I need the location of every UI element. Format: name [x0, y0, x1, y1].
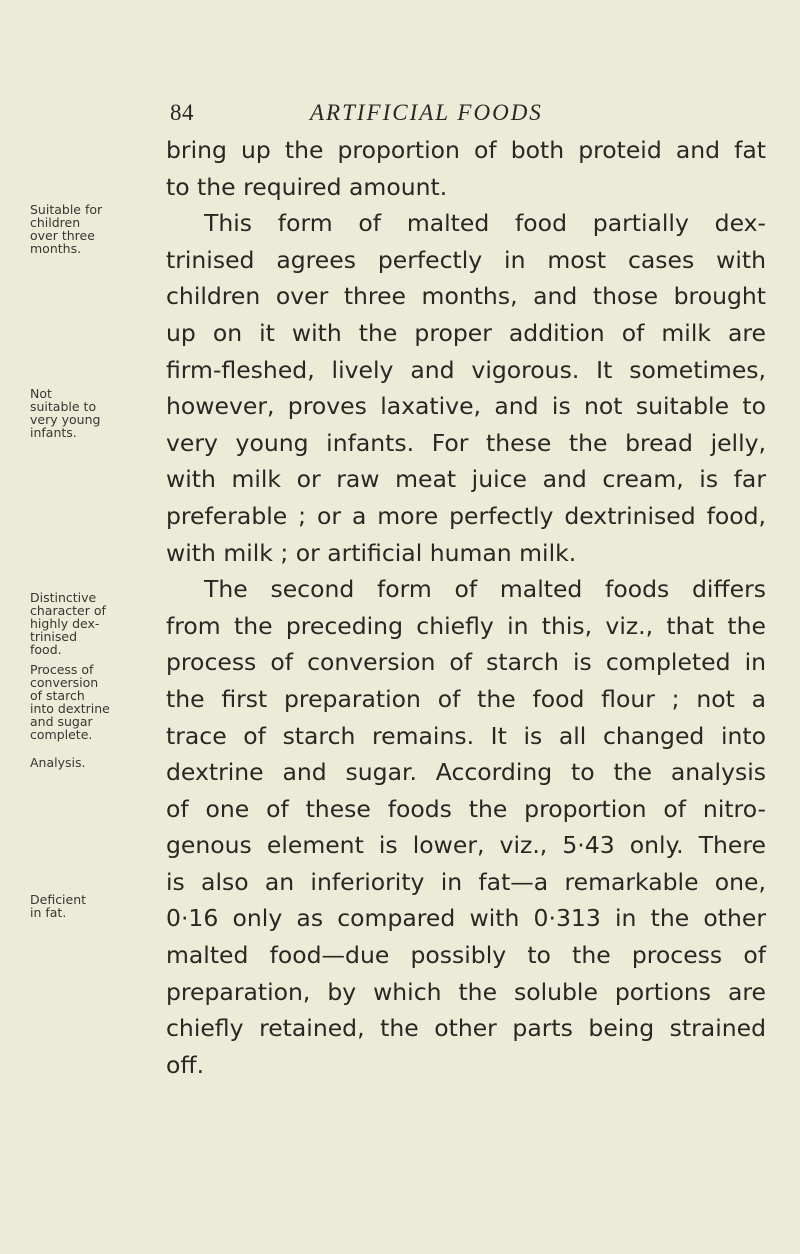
text-line: trinised agrees perfectly in most cases with [166, 245, 766, 274]
text-line: however, proves laxative, and is not suitable to [166, 392, 766, 421]
text-line: bring up the proportion of both proteid and fat [166, 136, 766, 164]
text-line: children over three months, and those brought [166, 282, 766, 311]
text-line: with milk or raw meat juice and cream, is far [166, 465, 766, 494]
margin-note-line: over three [30, 228, 95, 243]
text-line: to the required amount. [166, 172, 448, 201]
margin-note-line: children [30, 215, 81, 230]
text-line: 0·16 only as compared with 0·313 in the other [166, 904, 766, 933]
margin-note-process [30, 663, 160, 741]
margin-note-not-suitable [30, 387, 160, 439]
text-line: preparation, by which the soluble portions are [166, 977, 766, 1006]
text-line: of one of these foods the proportion of nitro- [166, 794, 766, 823]
margin-note-line: months. [30, 241, 82, 256]
text-line: with milk ; or artificial human milk. [166, 538, 577, 567]
margin-note-line: Analysis. [30, 755, 86, 770]
margin-note-deficient [30, 893, 160, 919]
text-line: This form of malted food partially dex- [204, 209, 766, 238]
margin-note-line: character of [30, 603, 106, 618]
text-line: chiefly retained, the other parts being strained [166, 1014, 766, 1043]
text-line: preferable ; or a more perfectly dextrinised food, [166, 501, 766, 530]
text-line: the first preparation of the food flour ; not a [166, 684, 766, 713]
page-number: 84 [170, 100, 194, 125]
text-line: The second form of malted foods differs [204, 575, 766, 604]
text-line: dextrine and sugar. According to the analysis [166, 758, 766, 787]
body-text [166, 132, 766, 1083]
margin-note-line: food. [30, 642, 62, 657]
text-line: trace of starch remains. It is all changed into [166, 721, 766, 750]
text-line: from the preceding chiefly in this, viz., that the [166, 611, 766, 640]
margin-note-line: into dextrine [30, 701, 110, 716]
margin-note-line: infants. [30, 425, 77, 440]
text-line: is also an inferiority in fat—a remarkable one, [166, 867, 766, 896]
margin-note-line: highly dex- [30, 616, 100, 631]
text-line: process of conversion of starch is completed in [166, 648, 766, 677]
text-line: off. [166, 1050, 205, 1079]
text-line: firm-fleshed, lively and vigorous. It sometimes, [166, 355, 766, 384]
margin-note-line: Not [30, 386, 52, 401]
running-head: ARTIFICIAL FOODS [310, 100, 543, 125]
margin-note-line: Deficient [30, 892, 87, 907]
text-line: malted food—due possibly to the process of [166, 941, 766, 970]
text-line: up on it with the proper addition of milk are [166, 318, 766, 347]
page-header [170, 100, 740, 130]
margin-note-suitable [30, 203, 160, 255]
margin-note-line: Suitable for [30, 202, 103, 217]
margin-note-analysis [30, 756, 160, 769]
margin-note-line: complete. [30, 727, 93, 742]
margin-note-distinctive [30, 591, 160, 656]
text-line: very young infants. For these the bread jelly, [166, 428, 766, 457]
margin-note-line: suitable to [30, 399, 97, 414]
margin-note-line: very young [30, 412, 101, 427]
margin-note-line: and sugar [30, 714, 93, 729]
margin-note-line: conversion [30, 675, 99, 690]
margin-note-line: Process of [30, 662, 94, 677]
margin-note-line: in fat. [30, 905, 67, 920]
text-line: genous element is lower, viz., 5·43 only. There [166, 831, 766, 860]
margin-note-line: Distinctive [30, 590, 97, 605]
margin-note-line: trinised [30, 629, 78, 644]
margin-note-line: of starch [30, 688, 85, 703]
